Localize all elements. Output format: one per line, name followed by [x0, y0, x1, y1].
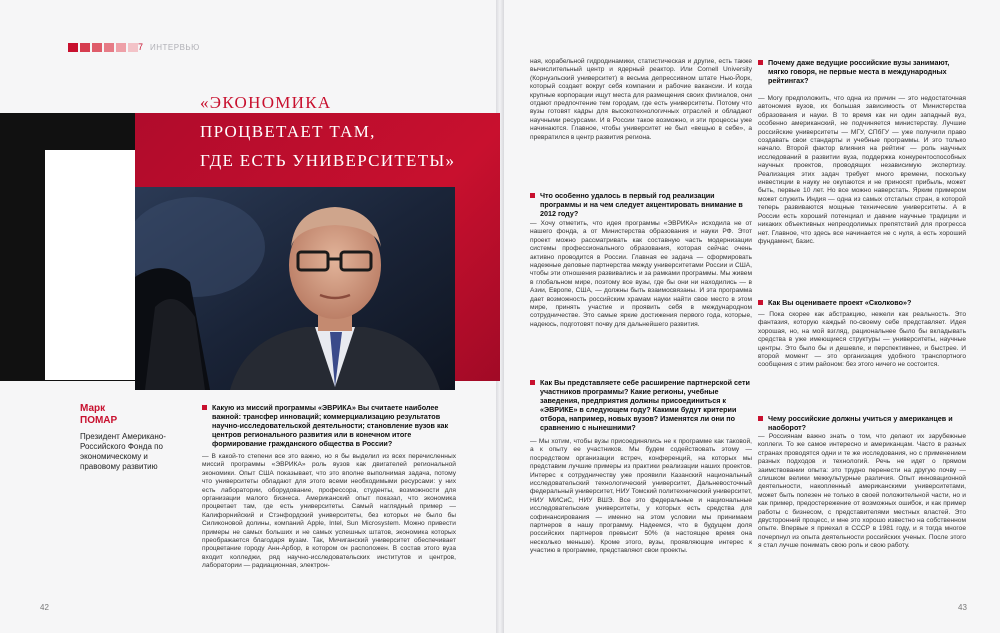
pull-quote-line-2: ПРОЦВЕТАЕТ ТАМ, — [200, 122, 376, 141]
color-square — [80, 43, 90, 52]
red-square-bullet — [758, 300, 763, 305]
answer-5-text: — Пока скорее как абстракцию, нежели как реальность. Это фантазия, которую каждый по-своему себе представляет. Идея хорошая, но, на мой взгляд, рациональнее было бы вкладывать средства в уже имеющиеся структуры — университеты, научные центры. Это было бы и дешевле, и перспективнее, и быстрее. И второй момент — это организация удобного транспортного сообщения с этим районом: без этого ничего не состоится. — [758, 311, 966, 369]
red-square-bullet — [530, 380, 535, 385]
answer-4 — [758, 95, 966, 295]
color-square — [92, 43, 102, 52]
section-number: 7 — [138, 42, 144, 52]
logo-line-1: ЭВРИКА — [92, 330, 128, 340]
author-role: Президент Американо-Российского Фонда по экономическому и правовому развитию — [80, 432, 166, 471]
question-5 — [768, 298, 966, 307]
eureca-logo-mark: Э — [70, 328, 88, 357]
color-square — [116, 43, 126, 52]
red-square-bullet — [758, 416, 763, 421]
red-square-bullet — [758, 60, 763, 65]
answer-6-text: — Россиянам важно знать о том, что делают их зарубежные коллеги. То же самое интересно и американцам. Часто в разных странах проводятся одни и те же исследования, но с применением разных подходов и технологий. Речь не идет о прямом заимствовании опыта: это трудно перенести на другую почву — слишком велики межкультурные различия. Опыт инновационной деятельности, накопленный американскими университетами, может быть полезен не только в своей положительной части, но и как пример, предостережение от возможных ошибок, и как пример работы с бизнесом, с представителями местных властей. Это двусторонний процесс, и мне это хорошо известно на собственном опыте. Впервые я приехал в СССР в 1981 году, и я тогда многое почерпнул из опыта деятельности российских ученых. После этого я стал лучше понимать свою роль и свою работу. — [758, 433, 966, 550]
color-square — [68, 43, 78, 52]
red-square-bullet — [202, 405, 207, 410]
question-1 — [212, 403, 456, 448]
color-square — [104, 43, 114, 52]
question-6 — [768, 414, 966, 432]
page-number-left: 42 — [40, 603, 49, 612]
answer-1-text: — В какой-то степени все это важно, но я бы выделил из всех перечисленных миссий программы «ЭВРИКА» роль вузов как двигателей региональной экономики. Опыт США показывает, что это вполне выполнимая задача, потому что университеты обладают для этого всеми необходимыми ресурсами: у них есть лаборатории, оборудование, профессора, студенты, возможности для организации малого бизнеса. Американский опыт показал, что экономика процветает там, где есть университеты. Самый наглядный пример — Калифорнийский и Стэнфордский университеты, без которых не было бы Силиконовой долины, компаний Apple, Intel, Sun Microsystem. Можно привести примеры не самых больших и не самых успешных штатов, экономика которых преображается благодаря вузам. Так, Мичиганский университет обеспечивает процветание городу Анн-Арбор, в котором он расположен. В состав этого вуза входит колледжи, ряд научно-исследовательских институтов и центров, лаборатории — радиационная, электрон- — [202, 453, 456, 570]
portrait-illustration — [135, 187, 455, 390]
middle-intro — [530, 58, 752, 188]
question-5-text: Как Вы оцениваете проект «Сколково»? — [768, 298, 912, 307]
answer-3-text: — Мы хотим, чтобы вузы присоединялись не к программе как таковой, а к опыту ее участников. Мы будем содействовать этому — посредством организации встреч, конференций, на которых мы представим лучшие примеры из практики реализации наших проектов. Интерес к сотрудничеству уже проявили Казанский национальный исследовательский технологический университет, Дальневосточный федеральный университет, НИУ Томский политехнический университет, НИУ МИСиС, НИУ ВШЭ. Все это федеральные и национальные исследовательские университеты, у которых есть средства для софинансирования — именно на этом условии мы принимаем партнеров в нашу программу. Надеемся, что в будущем доля российских партнеров превысит 50% (в настоящее время она несколько меньше). Кроме этого, вузы, проявляющие интерес к участию в программе, представляют свои проекты. — [530, 438, 752, 555]
answer-2-text: — Хочу отметить, что идея программы «ЭВРИКА» исходила не от нашего фонда, а от Министерства образования и науки РФ. Этот проект можно рассматривать как составную часть модернизации системы профессионального образования, которая сейчас очень активно проводится в России. Главная ее задача — сформировать надежные деловые партнерства между университетами России и США, чтобы эти отношения развивались и за рамками программы. Мы живем в глобальном мире, поэтому все вузы, где бы они ни находились — в Азии, Европе, США, — должны быть взаимосвязаны. И эта программа дает возможность российским храмам науки найти свое место в этом мире, принять участие и проявить себя в международном сотрудничестве. Это самые яркие достижения первого года, которые, надеюсь, подготовят почву для дальнейшего развития. — [530, 220, 752, 328]
pull-quote-line-3: ГДЕ ЕСТЬ УНИВЕРСИТЕТЫ» — [200, 151, 456, 170]
question-3 — [540, 378, 752, 433]
section-color-squares — [68, 43, 138, 52]
page-number-right: 43 — [958, 603, 967, 612]
section-label: ИНТЕРВЬЮ — [150, 43, 200, 52]
pull-quote-line-1: «ЭКОНОМИКА — [200, 93, 332, 112]
question-4-text: Почему даже ведущие российские вузы занимают, мягко говоря, не первые места в международных рейтингах? — [768, 58, 950, 86]
middle-intro-text: ная, корабельной гидродинамики, статистическая и другие, есть также вычислительный центр и ядерный реактор. Или Cornell University (Корнуэльский университет) в весьма депрессивном штате Нью-Йорк, который создает вокруг себя компании и рабочие вакансии. И когда крупные корпорации ищут места для размещения своих филиалов, они отдают предпочтение тем городам, где есть университеты. Потому что вузы готовят кадры для высокотехнологичных отраслей и обладают научными ресурсами. И в России такое возможно, и эти процессы уже начинаются. Главное, чтобы университет не был «вещью в себе», а превратился в центр развития региона. — [530, 58, 752, 141]
red-square-bullet — [530, 193, 535, 198]
answer-1 — [202, 453, 456, 601]
answer-6 — [758, 433, 966, 598]
answer-3 — [530, 438, 752, 618]
color-square — [128, 43, 138, 52]
author-last-name: ПОМАР — [80, 415, 118, 426]
author-first-name: Марк — [80, 403, 106, 414]
question-2-text: Что особенно удалось в первый год реализации программы и на чем следует акцентировать внимание в 2012 году? — [540, 191, 743, 219]
pull-quote — [200, 88, 455, 175]
question-2 — [540, 191, 752, 218]
question-1-text: Какую из миссий программы «ЭВРИКА» Вы считаете наиболее важной: трансфер инноваций; коммерциализацию результатов научно-исследовательской деятельности; становление вузов как центров регионального развития или в конечном итоге формирование гражданского общества в России? — [212, 403, 449, 449]
question-3-text: Как Вы представляете себе расширение партнерской сети участников программы? Какие регионы, учебные заведения, предприятия должны присоединиться к «ЭВРИКЕ» в следующем году? Какими будут критерии отбора, например, новых вузов? Изменятся ли они по сравнению с нынешними? — [540, 378, 750, 433]
answer-5 — [758, 311, 966, 403]
question-4 — [768, 58, 966, 85]
logo-line-2: EURECA — [92, 342, 132, 353]
eureca-logo — [68, 327, 132, 361]
answer-4-text: — Могу предположить, что одна из причин — это недостаточная автономия вузов, их большая зависимость от Министерства образования и науки. В то время как ни один западный вуз, особенно американский, не подчиняется министерству. Лучшие российские университеты — МГУ, СПбГУ — уже получили право создавать свои стандарты и учебные программы. И это только начало. Второй фактор влияния на рейтинг — роль научных исследований в развитии вуза, поддержка конкурентоспособных научных проектов, проводящих независимую экспертизу. Реализация этих задач требует много времени, поскольку инвестиции в науку не окупаются и не приносят прибыль, может быть, первые 10 лет. Но все можно наверстать. Ярким примером может служить Индия — одна из самых отсталых стран, в которой теперь развиваются мощные технические университеты. А в России есть хороший потенциал и давние научные традиции и никаких объективных непреодолимых препятствий для прогресса нет. Главное, что здесь все начинается не с нуля, а есть хороший фундамент, базис. — [758, 95, 966, 245]
question-6-text: Чему российские должны учиться у американцев и наоборот? — [768, 414, 953, 433]
portrait-photo — [135, 187, 455, 390]
answer-2 — [530, 220, 752, 368]
